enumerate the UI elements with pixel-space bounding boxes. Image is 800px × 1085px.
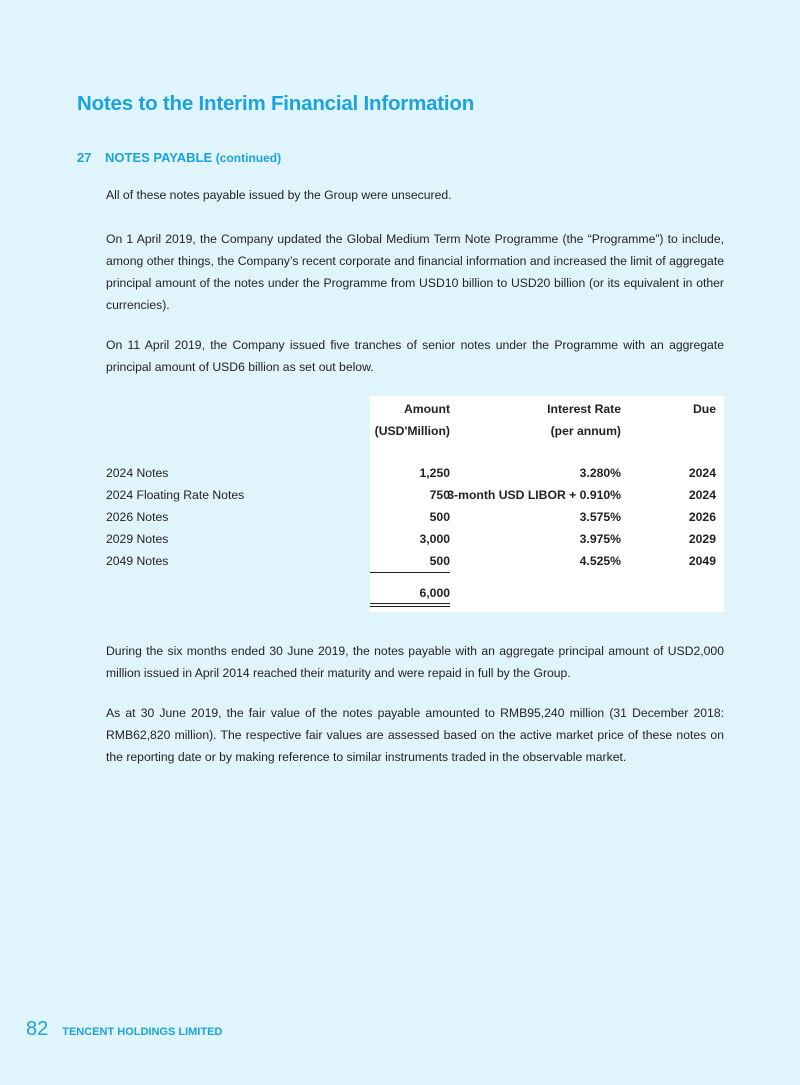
section-title: NOTES PAYABLE (continued) xyxy=(105,150,282,165)
row-rate: 3.280% xyxy=(579,466,621,480)
paragraph-maturity: During the six months ended 30 June 2019, the notes payable with an aggregate principal amount of USD2,000 million issued in April 2014 reached their maturity and were repaid in full by the Group. xyxy=(106,644,724,680)
row-due: 2024 xyxy=(688,488,716,502)
paragraph-fair-value: As at 30 June 2019, the fair value of the notes payable amounted to RMB95,240 million (31 December 2018: RMB62,820 million). The respective fair values are assessed based on the active market price of these notes on the reporting date or by making reference to similar instruments traded in the observable market. xyxy=(106,706,724,764)
row-name: 2024 Notes xyxy=(106,466,169,480)
header-interest-rate-unit: (per annum) xyxy=(550,424,621,438)
row-amount: 3,000 xyxy=(419,532,450,546)
row-rate: 3-month USD LIBOR + 0.910% xyxy=(447,488,621,502)
row-amount: 1,250 xyxy=(419,466,450,480)
total-double-rule-bottom xyxy=(370,606,450,607)
notes-table xyxy=(106,396,724,614)
page-number: 82 xyxy=(26,1018,49,1040)
row-name: 2049 Notes xyxy=(106,554,169,568)
row-name: 2029 Notes xyxy=(106,532,169,546)
row-due: 2024 xyxy=(688,466,716,480)
row-due: 2029 xyxy=(688,532,716,546)
footer-company-name: TENCENT HOLDINGS LIMITED xyxy=(62,1026,223,1038)
header-amount-unit: (USD'Million) xyxy=(374,424,450,438)
footer xyxy=(26,1018,222,1041)
row-rate: 4.525% xyxy=(579,554,621,568)
section-number: 27 xyxy=(77,150,92,165)
row-name: 2026 Notes xyxy=(106,510,169,524)
row-amount: 750 xyxy=(429,488,450,502)
paragraph-notes-issued: On 11 April 2019, the Company issued five tranches of senior notes under the Programme with an aggregate principal amount of USD6 billion as set out below. xyxy=(106,338,724,374)
row-due: 2049 xyxy=(688,554,716,568)
row-due: 2026 xyxy=(688,510,716,524)
total-double-rule-top xyxy=(370,603,450,604)
page-title: Notes to the Interim Financial Information xyxy=(77,92,475,115)
row-amount: 500 xyxy=(429,554,450,568)
header-amount: Amount xyxy=(403,402,450,416)
paragraph-programme-update: On 1 April 2019, the Company updated the Global Medium Term Note Programme (the “Programme”) to include, among other things, the Company’s recent corporate and financial information and increased the limit of aggregate principal amount of the notes under the Programme from USD10 billion to USD20 billion (or its equivalent in other currencies). xyxy=(106,232,724,312)
header-due: Due xyxy=(692,402,716,416)
row-amount: 500 xyxy=(429,510,450,524)
header-interest-rate: Interest Rate xyxy=(547,402,621,416)
section-heading xyxy=(77,150,281,165)
row-rate: 3.575% xyxy=(579,510,621,524)
total-amount: 6,000 xyxy=(419,586,450,600)
paragraph-unsecured: All of these notes payable issued by the Group were unsecured. xyxy=(106,188,452,202)
subtotal-rule xyxy=(370,572,450,573)
row-rate: 3.975% xyxy=(579,532,621,546)
row-name: 2024 Floating Rate Notes xyxy=(106,488,245,502)
